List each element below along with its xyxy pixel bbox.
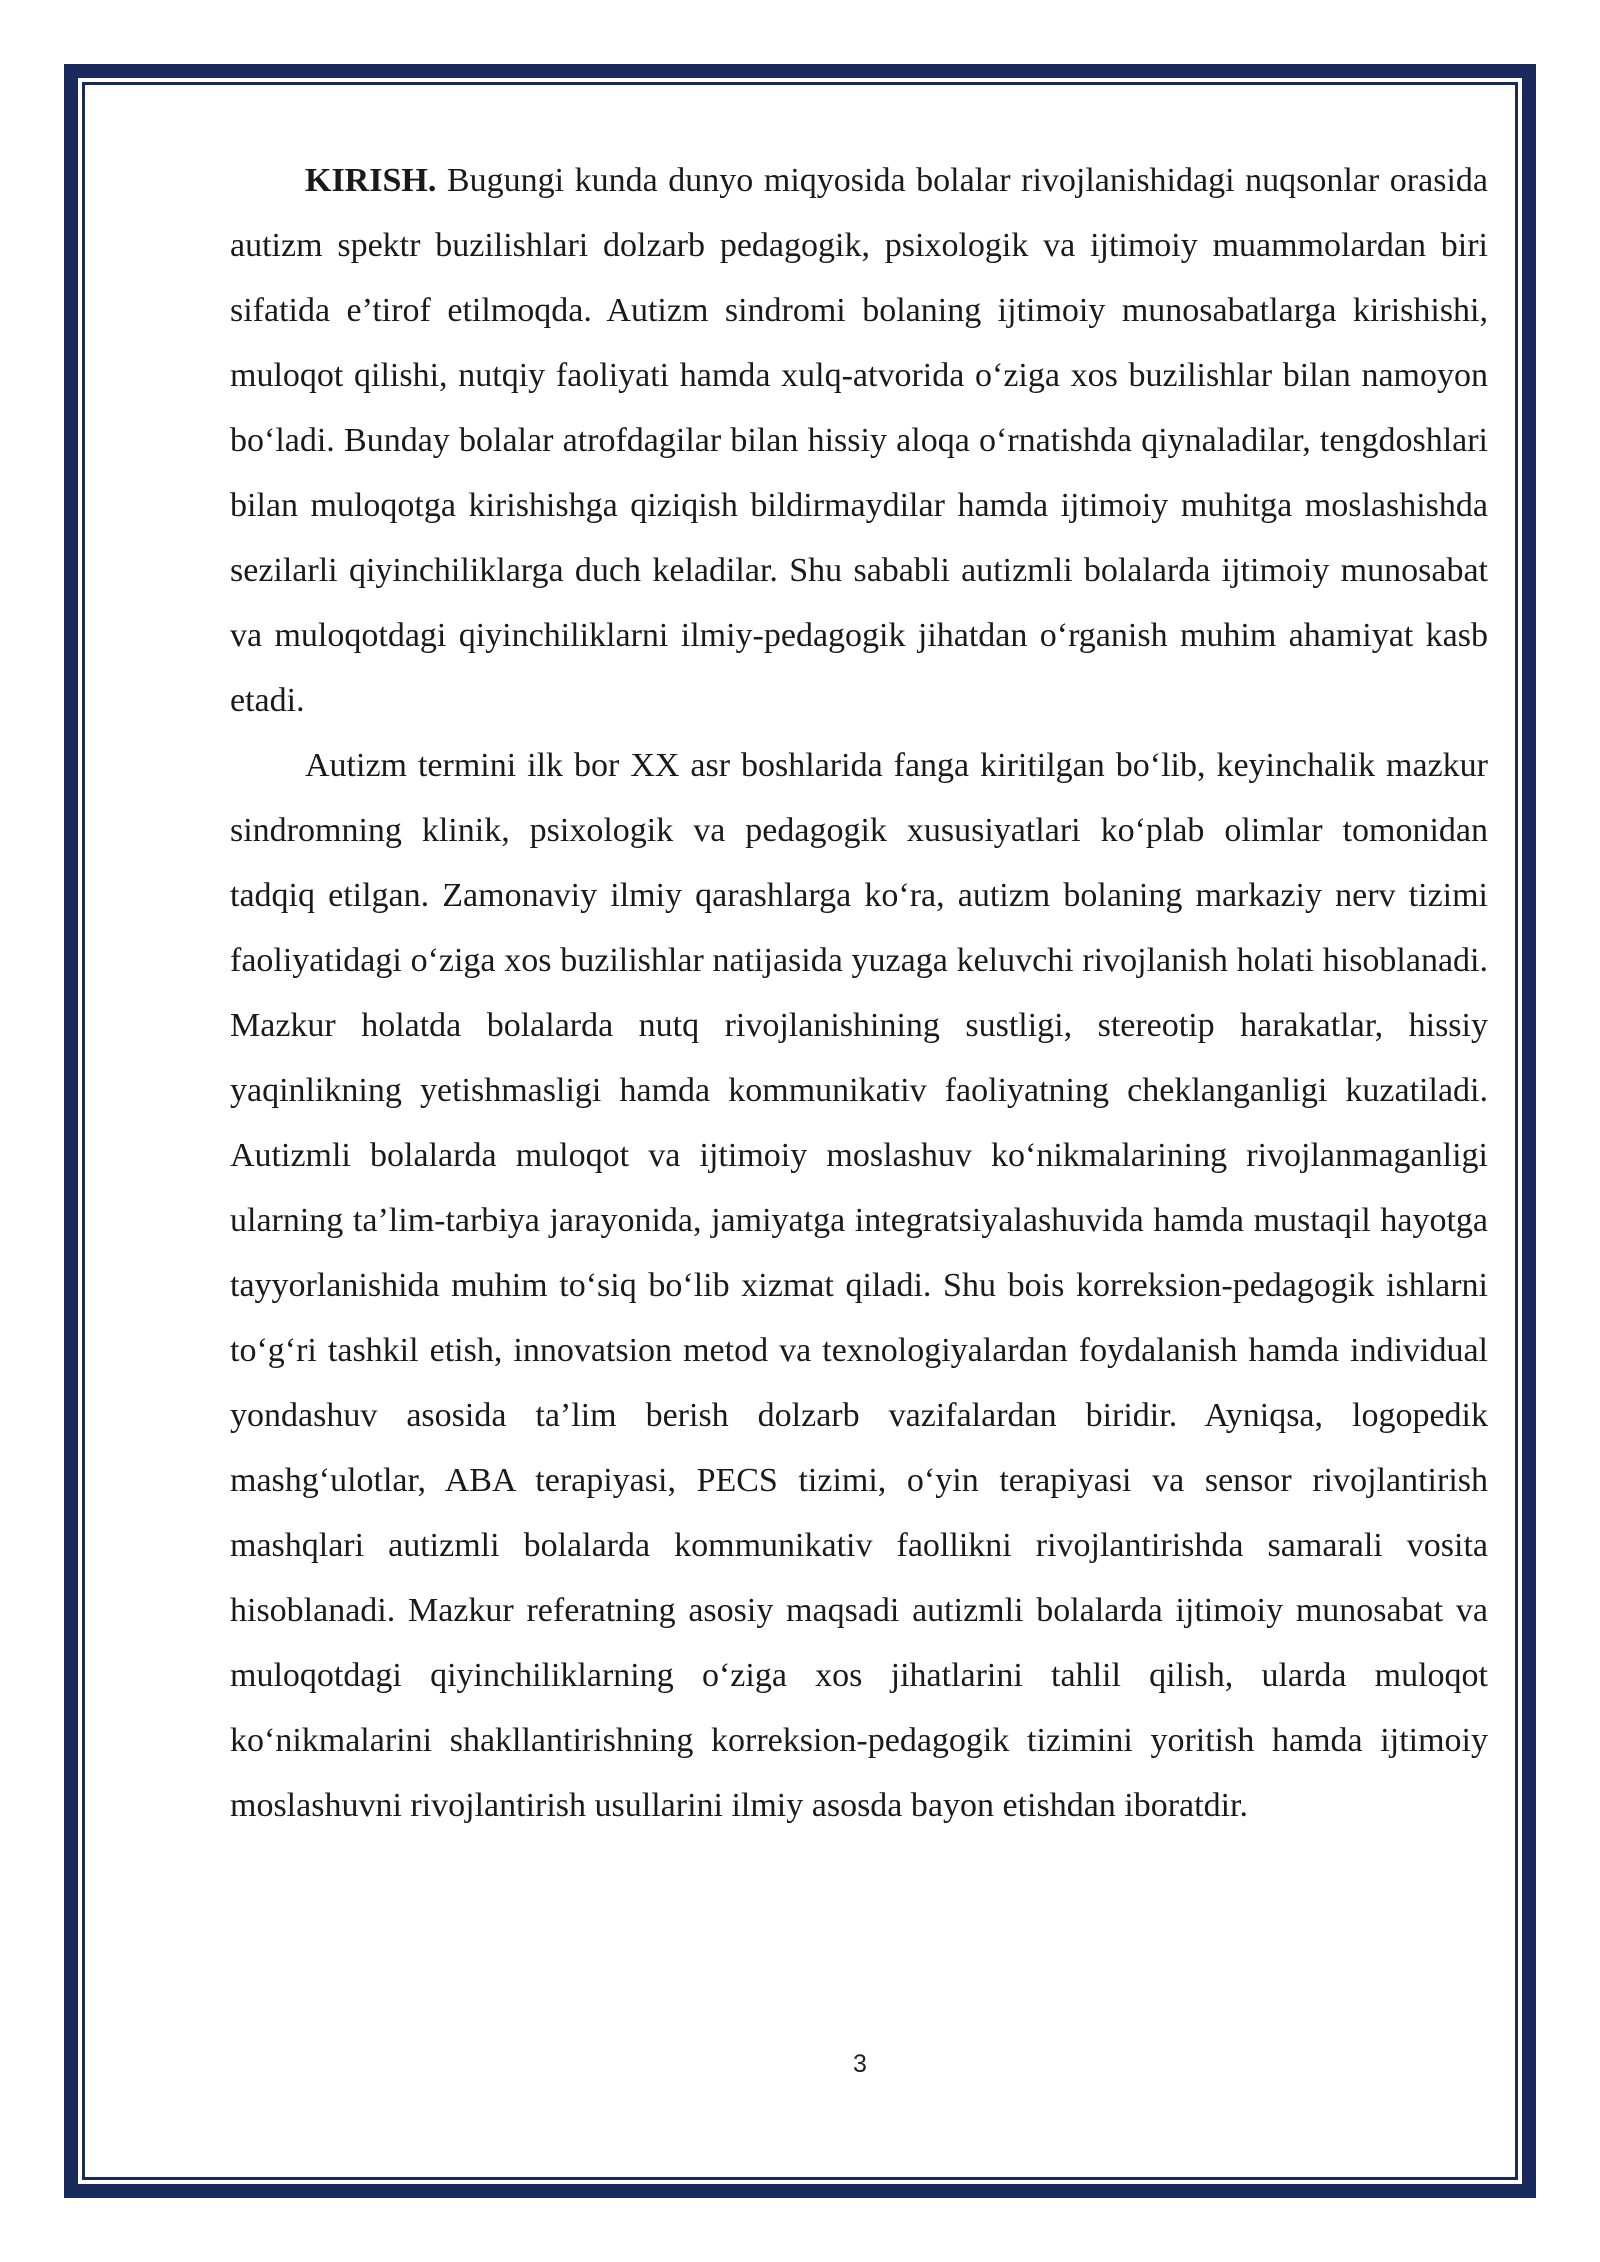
introduction-heading: KIRISH. [305,162,437,199]
document-body [230,148,1488,1838]
page-number: 3 [853,2050,867,2078]
paragraph-text: Bugungi kunda dunyo miqyosida bolalar rivojlanishidagi nuqsonlar orasida autizm spektr buzilishlari dolzarb pedagogik, psixologik va ijtimoiy muammolardan biri sifatida e’tirof etilmoqda. Autizm sindromi bolaning ijtimoiy munosabatlarga kirishishi, muloqot qilishi, nutqiy faoliyati hamda xulq-atvorida o‘ziga xos buzilishlar bilan namoyon bo‘ladi. Bunday bolalar atrofdagilar bilan hissiy aloqa o‘rnatishda qiynaladilar, tengdoshlari bilan muloqotga kirishishga qiziqish bildirmaydilar hamda ijtimoiy muhitga moslashishda sezilarli qiyinchiliklarga duch keladilar. Shu sababli autizmli bolalarda ijtimoiy munosabat va muloqotdagi qiyinchiliklarni ilmiy-pedagogik jihatdan o‘rganish muhim ahamiyat kasb etadi. [230,162,1488,719]
paragraph-autism-term [230,733,1488,1838]
paragraph-text: Autizm termini ilk bor XX asr boshlarida fanga kiritilgan bo‘lib, keyinchalik mazkur sindromning klinik, psixologik va pedagogik xususiyatlari ko‘plab olimlar tomonidan tadqiq etilgan. Zamonaviy ilmiy qarashlarga ko‘ra, autizm bolaning markaziy nerv tizimi faoliyatidagi o‘ziga xos buzilishlar natijasida yuzaga keluvchi rivojlanish holati hisoblanadi. Mazkur holatda bolalarda nutq rivojlanishining sustligi, stereotip harakatlar, hissiy yaqinlikning yetishmasligi hamda kommunikativ faoliyatning cheklanganligi kuzatiladi. Autizmli bolalarda muloqot va ijtimoiy moslashuv ko‘nikmalarining rivojlanmaganligi ularning ta’lim-tarbiya jarayonida, jamiyatga integratsiyalashuvida hamda mustaqil hayotga tayyorlanishida muhim to‘siq bo‘lib xizmat qiladi. Shu bois korreksion-pedagogik ishlarni to‘g‘ri tashkil etish, innovatsion metod va texnologiyalardan foydalanish hamda individual yondashuv asosida ta’lim berish dolzarb vazifalardan biridir. Ayniqsa, logopedik mashg‘ulotlar, ABA terapiyasi, PECS tizimi, o‘yin terapiyasi va sensor rivojlantirish mashqlari autizmli bolalarda kommunikativ faollikni rivojlantirishda samarali vosita hisoblanadi. Mazkur referatning asosiy maqsadi autizmli bolalarda ijtimoiy munosabat va muloqotdagi qiyinchiliklarning o‘ziga xos jihatlarini tahlil qilish, ularda muloqot ko‘nikmalarini shakllantirishning korreksion-pedagogik tizimini yoritish hamda ijtimoiy moslashuvni rivojlantirish usullarini ilmiy asosda bayon etishdan iboratdir. [230,747,1488,1824]
paragraph-introduction [230,148,1488,733]
